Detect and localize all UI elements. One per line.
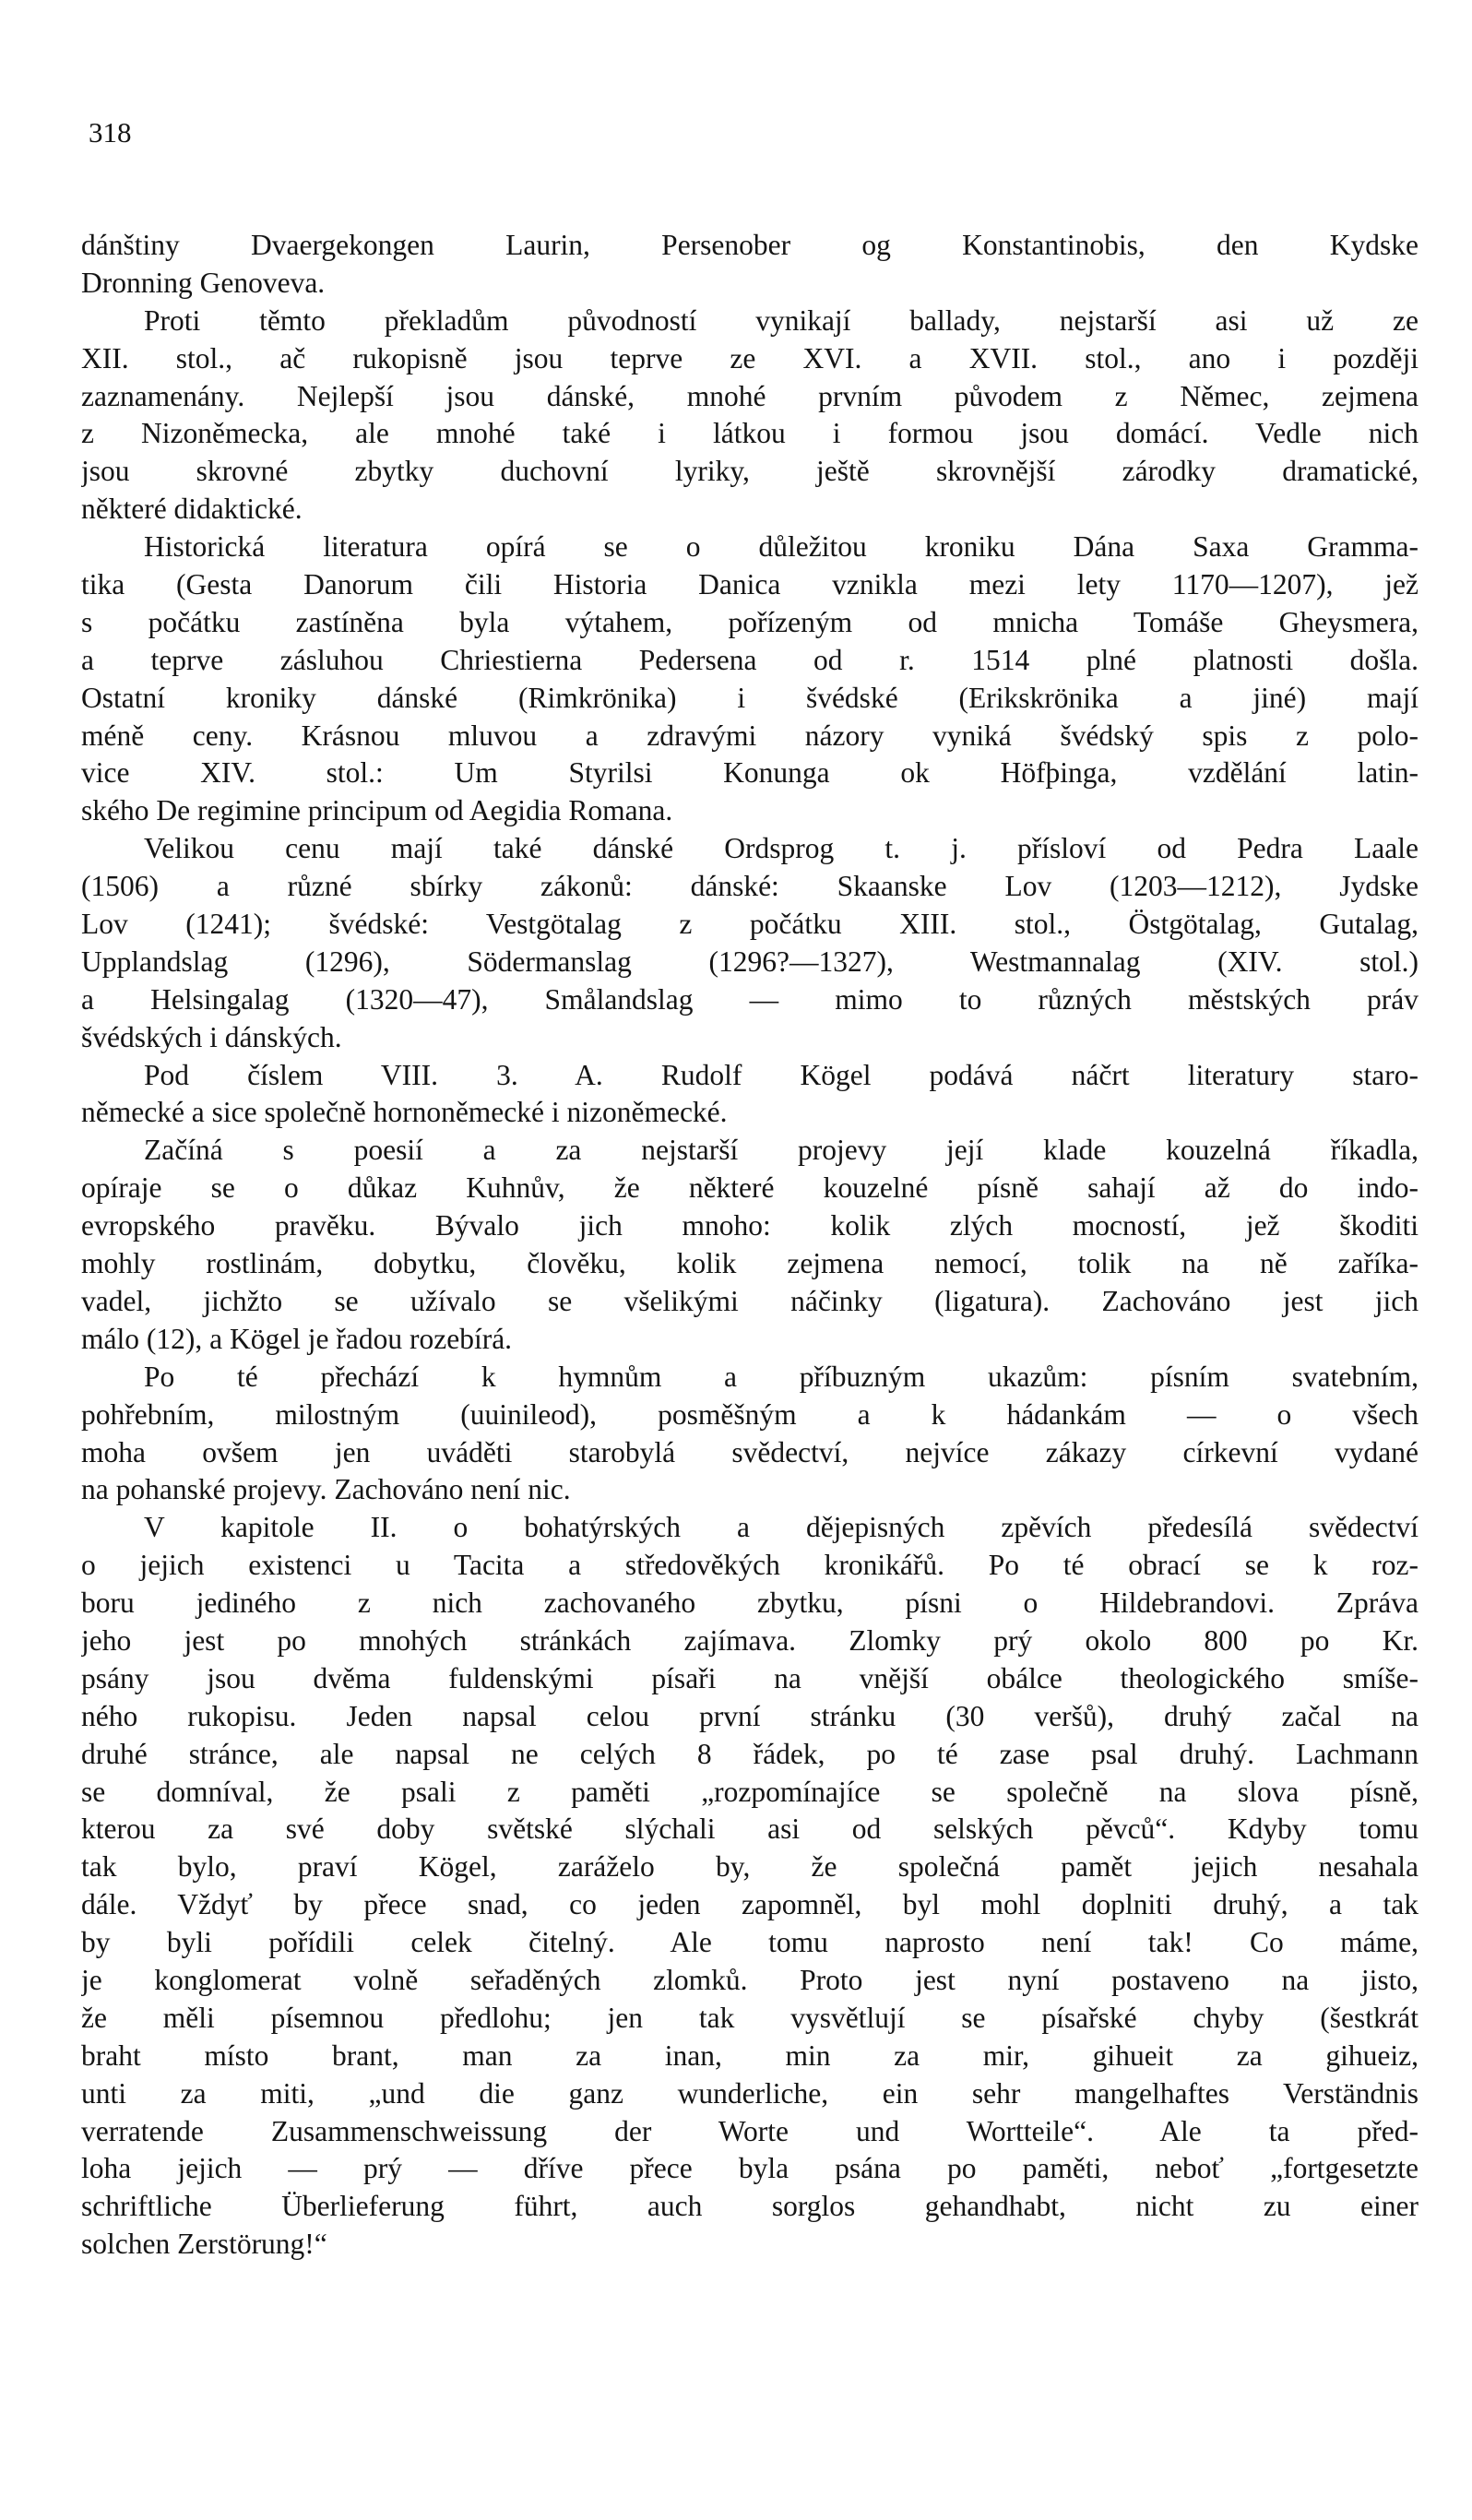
text-line: Historická literatura opírá se o důležitou kroniku Dána Saxa Gramma-	[144, 530, 1419, 564]
text-line: ského De regimine principum od Aegidia Romana.	[81, 794, 673, 827]
text-line: zaznamenány. Nejlepší jsou dánské, mnohé prvním původem z Němec, zejmena	[81, 379, 1419, 412]
text-line: boru jediného z nich zachovaného zbytku, písni o Hildebrandovi. Zpráva	[81, 1587, 1419, 1620]
text-line: švédských i dánských.	[81, 1020, 342, 1053]
text-line: s počátku zastíněna byla výtahem, pořízeným od mnicha Tomáše Gheysmera,	[81, 605, 1419, 638]
text-line: schriftliche Überlieferung führt, auch sorglos gehandhabt, nicht zu einer	[81, 2190, 1419, 2223]
text-line: moha ovšem jen uváděti starobylá svědectví, nejvíce zákazy církevní vydané	[81, 1435, 1419, 1468]
text-line: německé a sice společně hornoněmecké i nizoněmecké.	[81, 1096, 728, 1129]
text-line: Upplandslag (1296), Södermanslag (1296?—1327), Westmannalag (XIV. stol.)	[81, 945, 1419, 978]
text-line: tika (Gesta Danorum čili Historia Danica vznikla mezi lety 1170—1207), jež	[81, 568, 1419, 601]
text-line: na pohanské projevy. Zachováno není nic.	[81, 1473, 571, 1506]
text-line: vadel, jichžto se užívalo se všelikými náčinky (ligatura). Zachováno jest jich	[81, 1284, 1419, 1317]
text-line: je konglomerat volně seřaděných zlomků. Proto jest nyní postaveno na jisto,	[81, 1963, 1419, 1996]
text-line: evropského pravěku. Bývalo jich mnoho: kolik zlých mocností, jež škoditi	[81, 1209, 1419, 1242]
text-line: tak bylo, praví Kögel, zaráželo by, že společná pamět jejich nesahala	[81, 1850, 1419, 1884]
text-line: psány jsou dvěma fuldenskými písaři na vnější obálce theologického smíše-	[81, 1661, 1419, 1694]
text-line: unti za miti, „und die ganz wunderliche, ein sehr mangelhaftes Verständnis	[81, 2076, 1419, 2110]
text-line: a Helsingalag (1320—47), Smålandslag — mimo to různých městských práv	[81, 982, 1419, 1016]
text-line: jeho jest po mnohých stránkách zajímava. Zlomky prý okolo 800 po Kr.	[81, 1623, 1419, 1657]
text-line: Pod číslem VIII. 3. A. Rudolf Kögel podává náčrt literatury staro-	[144, 1058, 1419, 1091]
text-line: Dronning Genoveva.	[81, 266, 326, 299]
text-line: z Nizoněmecka, ale mnohé také i látkou i formou jsou domácí. Vedle nich	[81, 417, 1419, 450]
text-line: XII. stol., ač rukopisně jsou teprve ze XVI. a XVII. stol., ano i později	[81, 341, 1419, 374]
text-line: (1506) a různé sbírky zákonů: dánské: Skaanske Lov (1203—1212), Jydske	[81, 870, 1419, 903]
text-line: druhé stránce, ale napsal ne celých 8 řádek, po té zase psal druhý. Lachmann	[81, 1737, 1419, 1770]
text-line: braht místo brant, man za inan, min za mir, gihueit za gihueiz,	[81, 2039, 1419, 2072]
text-line: méně ceny. Krásnou mluvou a zdravými názory vyniká švédský spis z polo-	[81, 719, 1419, 752]
text-line: solchen Zerstörung!“	[81, 2228, 327, 2261]
text-line: málo (12), a Kögel je řadou rozebírá.	[81, 1322, 513, 1355]
text-line: a teprve zásluhou Chriestierna Pedersena od r. 1514 plné platnosti došla.	[81, 643, 1419, 676]
text-line: kterou za své doby světské slýchali asi od selských pěvců“. Kdyby tomu	[81, 1813, 1419, 1846]
text-line: se domníval, že psali z paměti „rozpomínajíce se společně na slova písně,	[81, 1775, 1419, 1808]
text-line: dánštiny Dvaergekongen Laurin, Persenober og Konstantinobis, den Kydske	[81, 229, 1419, 261]
text-line: Začíná s poesií a za nejstarší projevy její klade kouzelná říkadla,	[144, 1134, 1419, 1167]
text-line: vice XIV. stol.: Um Styrilsi Konunga ok Höfþinga, vzdělání latin-	[81, 756, 1419, 790]
text-line: že měli písemnou předlohu; jen tak vysvětlují se písařské chyby (šestkrát	[81, 2001, 1419, 2034]
text-line: Velikou cenu mají také dánské Ordsprog t. j. přísloví od Pedra Laale	[144, 832, 1419, 865]
text-line: ného rukopisu. Jeden napsal celou první stránku (30 veršů), druhý začal na	[81, 1699, 1419, 1732]
text-line: Lov (1241); švédské: Vestgötalag z počátku XIII. stol., Östgötalag, Gutalag,	[81, 908, 1419, 941]
text-line: V kapitole II. o bohatýrských a dějepisných zpěvích předesílá svědectví	[144, 1511, 1419, 1544]
text-line: opíraje se o důkaz Kuhnův, že některé kouzelné písně sahají až do indo-	[81, 1171, 1419, 1205]
text-line: verratende Zusammenschweissung der Worte und Wortteile“. Ale ta před-	[81, 2114, 1419, 2147]
text-line: Proti těmto překladům původností vynikají ballady, nejstarší asi už ze	[144, 303, 1419, 337]
text-line: Ostatní kroniky dánské (Rimkrönika) i švédské (Erikskrönika a jiné) mají	[81, 681, 1419, 714]
text-line: jsou skrovné zbytky duchovní lyriky, ještě skrovnější zárodky dramatické,	[81, 455, 1419, 488]
text-line: dále. Vždyť by přece snad, co jeden zapomněl, byl mohl doplniti druhý, a tak	[81, 1888, 1419, 1921]
text-line: o jejich existenci u Tacita a středověkých kronikářů. Po té obrací se k roz-	[81, 1549, 1419, 1582]
body-text	[81, 227, 1419, 2264]
text-line: Po té přechází k hymnům a příbuzným ukazům: písním svatebním,	[144, 1360, 1419, 1393]
text-line: pohřebním, milostným (uuinileod), posměšným a k hádankám — o všech	[81, 1397, 1419, 1431]
text-line: mohly rostlinám, dobytku, člověku, kolik zejmena nemocí, tolik na ně zaříka-	[81, 1247, 1419, 1280]
page-number: 318	[89, 116, 132, 149]
text-line: některé didaktické.	[81, 493, 303, 526]
text-line: by byli pořídili celek čitelný. Ale tomu naprosto není tak! Co máme,	[81, 1926, 1419, 1959]
text-line: loha jejich — prý — dříve přece byla psána po paměti, neboť „fortgesetzte	[81, 2152, 1419, 2185]
